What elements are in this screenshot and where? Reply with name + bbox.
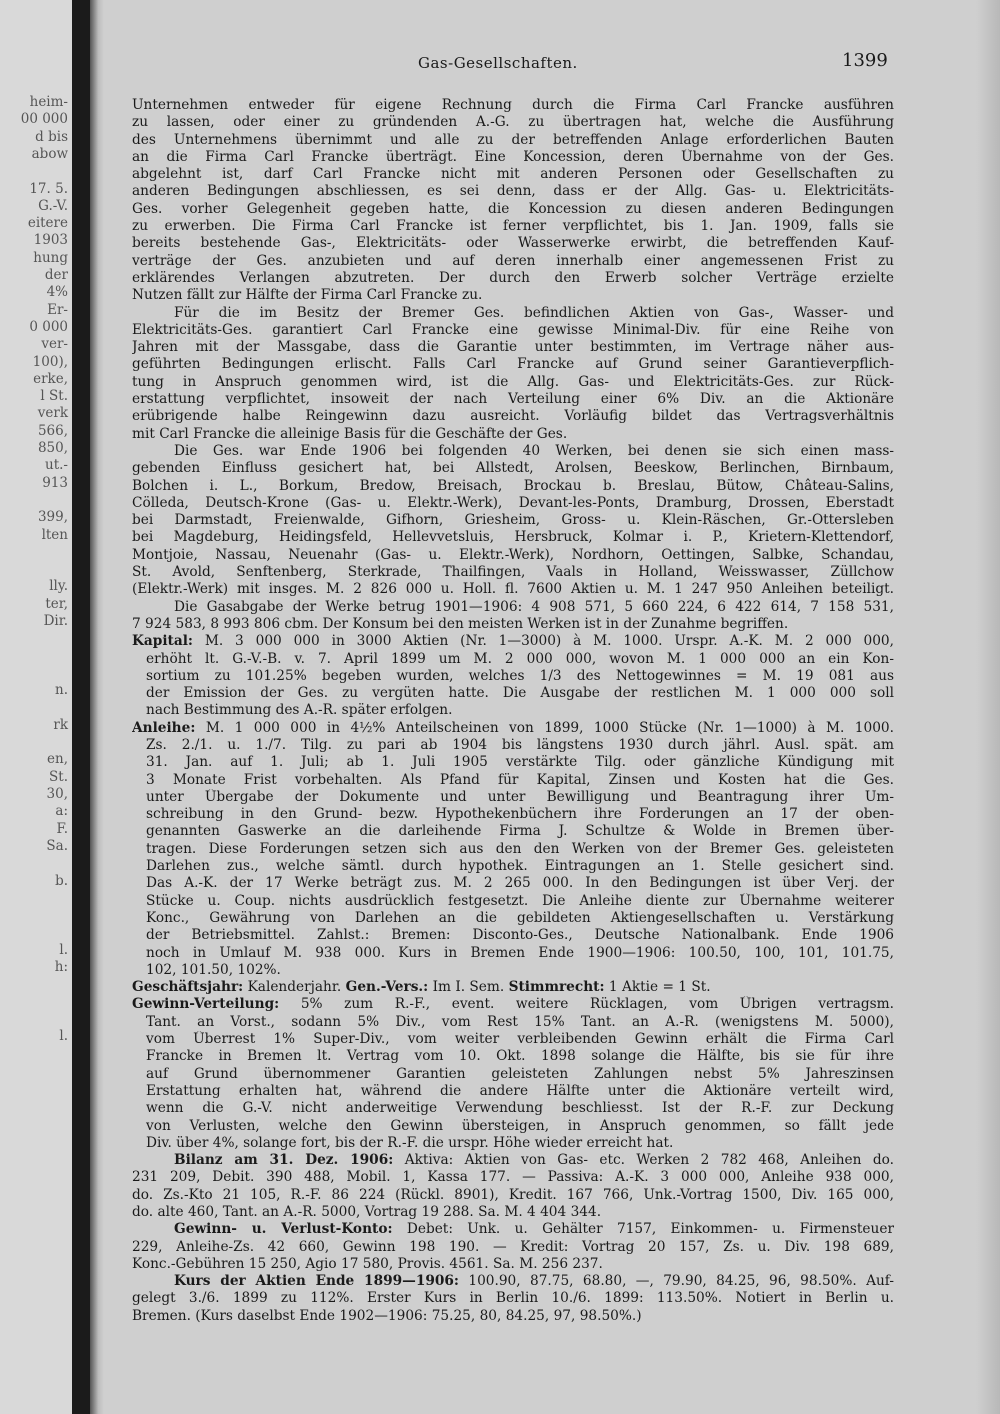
margin-fragment: Dir. bbox=[43, 613, 68, 629]
line-text: gelegt 3./6. 1899 zu 112%. Erster Kurs in Berlin 10./6. 1899: 113.50%. Notiert in Berlin u. bbox=[132, 1290, 894, 1307]
margin-fragment: h: bbox=[54, 959, 68, 975]
margin-fragment: 850, bbox=[37, 440, 68, 456]
margin-fragment: Er- bbox=[47, 301, 68, 318]
margin-fragment: 100), bbox=[32, 353, 68, 370]
text-line bbox=[132, 356, 894, 373]
margin-fragment: verk bbox=[37, 405, 68, 422]
text-line bbox=[132, 460, 894, 477]
line-text: Tant. an Vorst., sodann 5% Div., vom Rest 15% Tant. an A.-R. (wenigstens M. 5000), bbox=[146, 1013, 894, 1030]
margin-fragment: ut.- bbox=[45, 457, 68, 474]
text-line bbox=[132, 183, 894, 200]
line-text: (Elektr.-Werk) mit insges. M. 2 826 000 u. Holl. fl. 7600 Aktien u. M. 1 247 950 Anleihen beteiligt. bbox=[132, 581, 894, 598]
margin-fragment: hung bbox=[33, 249, 68, 266]
line-text: Das A.-K. der 17 Werke beträgt zus. M. 2 265 000. In den Bedingungen ist über Verj. der bbox=[146, 875, 894, 892]
spine-shadow bbox=[90, 0, 104, 1414]
line-text: do. alte 460, Tant. an A.-R. 5000, Vortrag 19 288. Sa. M. 4 404 344. bbox=[132, 1204, 602, 1220]
line-text: Die Ges. war Ende 1906 bei folgenden 40 Werken, bei denen sie sich einen mass- bbox=[174, 442, 894, 459]
text-line bbox=[132, 547, 894, 564]
line-text: Elektricitäts-Ges. garantiert Carl Francke eine gewisse Minimal-Div. für eine Reihe von bbox=[132, 321, 894, 338]
line-text: noch in Umlauf M. 938 000. Kurs in Bremen Ende 1900—1906: 100.50, 100, 101, 101.75, bbox=[146, 944, 894, 961]
text-line bbox=[132, 754, 894, 771]
line-text: bereits bestehende Gas-, Elektricitäts- oder Wasserwerke erwirbt, die betreffenden Kauf- bbox=[132, 235, 894, 252]
line-text: wenn die G.-V. nicht anderweitige Verwendung beschliesst. Ist der R.-F. zur Deckung bbox=[146, 1100, 894, 1117]
line-text: mit Carl Francke die alleinige Basis für die Geschäfte der Ges. bbox=[132, 425, 568, 442]
text-line bbox=[132, 581, 894, 598]
margin-fragment: b. bbox=[55, 872, 68, 889]
line-text: Unternehmen entweder für eigene Rechnung durch die Firma Carl Francke ausführen bbox=[132, 97, 894, 113]
margin-fragment: l. bbox=[59, 941, 68, 958]
line-text: Erstattung erhalten hat, während die andere Hälfte unter die Aktionäre verteilt wird, bbox=[146, 1082, 894, 1099]
text-line bbox=[132, 1290, 894, 1307]
text-line bbox=[132, 564, 894, 581]
text-line bbox=[132, 979, 894, 996]
line-text: Nutzen fällt zur Hälfte der Firma Carl Francke zu. bbox=[132, 287, 483, 304]
text-line bbox=[132, 1204, 894, 1221]
margin-fragment: n. bbox=[55, 682, 68, 699]
margin-fragment: heim- bbox=[29, 94, 68, 110]
text-line bbox=[132, 1221, 894, 1238]
margin-fragment: 1903 bbox=[33, 232, 68, 249]
margin-fragment: F. bbox=[56, 820, 68, 837]
margin-fragment: ter, bbox=[45, 595, 68, 612]
text-line bbox=[132, 737, 894, 754]
line-text: zu erwerben. Die Firma Carl Francke ist ferner verpflichtet, bis 1. Jan. 1909, falls sie bbox=[132, 218, 894, 235]
text-line bbox=[132, 166, 894, 183]
margin-fragment: lten bbox=[41, 526, 68, 543]
text-line bbox=[132, 945, 894, 962]
running-head: Gas-Gesellschaften. bbox=[418, 54, 578, 72]
text-line bbox=[132, 443, 894, 460]
line-text: tragen. Diese Forderungen setzen sich aus den den Werken von der Bremer Ges. geleisteten bbox=[146, 840, 894, 857]
text-line bbox=[132, 114, 894, 131]
line-text: 3 Monate Frist vorbehalten. Als Pfand für Kapital, Zinsen und Kosten hat die Ges. bbox=[146, 771, 894, 788]
line-text: auf Grund übernommener Garantien geleisteten Zahlungen nebst 5% Jahreszinsen bbox=[146, 1065, 894, 1082]
section-label: Gewinn- u. Verlust-Konto: bbox=[174, 1221, 393, 1238]
text-line bbox=[132, 1169, 894, 1186]
line-text: Jahren mit der Massgabe, dass die Garantie unter bestimmten, im Vertrage näher aus- bbox=[132, 339, 894, 356]
margin-fragment: Sa. bbox=[46, 837, 68, 854]
text-line bbox=[132, 1187, 894, 1204]
text-line bbox=[132, 529, 894, 546]
text-line bbox=[132, 910, 894, 927]
document-page bbox=[104, 0, 1000, 1414]
text-line bbox=[132, 1118, 894, 1135]
text-line bbox=[132, 927, 894, 944]
margin-fragment: 4% bbox=[46, 284, 68, 301]
text-line bbox=[132, 962, 894, 979]
text-line bbox=[132, 858, 894, 875]
section-label: Gen.-Vers.: bbox=[345, 979, 429, 996]
line-text: M. 1 000 000 in 4½% Anteilscheinen von 1899, 1000 Stücke (Nr. 1—1000) à M. 1000. bbox=[195, 719, 894, 736]
text-line bbox=[132, 201, 894, 218]
text-line bbox=[132, 287, 894, 304]
text-line bbox=[132, 1239, 894, 1256]
text-line bbox=[132, 616, 894, 633]
text-line bbox=[132, 408, 894, 425]
margin-fragment: ver- bbox=[41, 336, 68, 353]
text-line bbox=[132, 1152, 894, 1169]
margin-fragment: 30, bbox=[46, 786, 68, 802]
text-line bbox=[132, 426, 894, 443]
text-line bbox=[132, 132, 894, 149]
text-line bbox=[132, 1066, 894, 1083]
margin-fragment: G.-V. bbox=[38, 197, 68, 214]
section-label: Anleihe: bbox=[132, 719, 196, 736]
text-line bbox=[132, 270, 894, 287]
line-text: Kalenderjahr. bbox=[243, 979, 346, 996]
line-text: zu lassen, oder einer zu gründenden A.-G. zu übertragen hat, welche die Ausführung bbox=[132, 114, 894, 131]
margin-fragment: en, bbox=[47, 751, 68, 768]
text-line bbox=[132, 495, 894, 512]
line-text: 100.90, 87.75, 68.80, —, 79.90, 84.25, 96, 98.50%. Auf- bbox=[459, 1273, 894, 1290]
line-text: M. 3 000 000 in 3000 Aktien (Nr. 1—3000) à M. 1000. Urspr. A.-K. M. 2 000 000, bbox=[192, 633, 894, 650]
line-text: 5% zum R.-F., event. weitere Rücklagen, vom Übrigen vertragsm. bbox=[279, 996, 894, 1013]
page-header bbox=[104, 50, 1000, 74]
line-text: Montjoie, Nassau, Neuenahr (Gas- u. Elektr.-Werk), Nordhorn, Oettingen, Salbke, Schandau, bbox=[132, 546, 894, 563]
page-edge-shadow bbox=[976, 0, 1000, 1414]
margin-fragment: lly. bbox=[49, 578, 68, 595]
text-line bbox=[132, 253, 894, 270]
line-text: 31. Jan. auf 1. Juli; ab 1. Juli 1905 verstärkte Tilg. oder gänzliche Kündigung mit bbox=[146, 754, 894, 771]
line-text: verträge der Ges. anzubieten und auf deren innerhalb einer angemessenen Frist zu bbox=[132, 252, 894, 269]
line-text: tung in Anspruch genommen wird, ist die Allg. Gas- und Elektricitäts-Ges. zur Rück- bbox=[132, 373, 894, 390]
text-line bbox=[132, 599, 894, 616]
text-line bbox=[132, 1273, 894, 1290]
margin-fragment: 0 000 bbox=[29, 318, 68, 335]
line-text: vom Überrest 1% Super-Div., vom weiter verbleibenden Gewinn erhält die Firma Carl bbox=[146, 1031, 894, 1048]
text-line bbox=[132, 478, 894, 495]
text-line bbox=[132, 1048, 894, 1065]
line-text: Aktiva: Aktien von Gas- etc. Werken 2 782 468, Anleihen do. bbox=[393, 1152, 894, 1169]
line-text: St. Avold, Senftenberg, Sterkrade, Thailfingen, Vaals in Holland, Weisswasser, Züllchow bbox=[132, 564, 894, 581]
line-text: 102, 101.50, 102%. bbox=[146, 961, 281, 978]
line-text: an die Firma Carl Francke überträgt. Eine Koncession, deren Übernahme von der Ges. bbox=[132, 148, 894, 165]
text-line bbox=[132, 875, 894, 892]
line-text: Francke in Bremen lt. Vertrag vom 10. Okt. 1898 solange die Hälfte, bis sie für ihre bbox=[146, 1048, 894, 1065]
line-text: 1 Aktie = 1 St. bbox=[604, 979, 711, 996]
line-text: der Betriebsmittel. Zahlst.: Bremen: Disconto-Ges., Deutsche Nationalbank. Ende 1906 bbox=[146, 927, 894, 944]
body-text bbox=[132, 97, 894, 1325]
margin-fragment: 17. 5. bbox=[29, 180, 68, 197]
line-text: genannten Gaswerke an die darleihende Firma J. Schultze & Wolde in Bremen über- bbox=[146, 823, 894, 840]
line-text: erhöht lt. G.-V.-B. v. 7. April 1899 um M. 2 000 000, wovon M. 1 000 000 an ein Kon- bbox=[146, 650, 894, 667]
line-text: Zs. 2./1. u. 1./7. Tilg. zu pari ab 1904 bis längstens 1930 durch jährl. Ausl. spät. am bbox=[146, 736, 894, 753]
text-line bbox=[132, 702, 894, 719]
text-line bbox=[132, 218, 894, 235]
line-text: erstattung verpflichtet, insoweit der nach Verteilung einer 6% Div. an die Aktionäre bbox=[132, 391, 894, 408]
margin-fragment: 399, bbox=[37, 509, 68, 526]
text-line bbox=[132, 1256, 894, 1273]
margin-fragment: l St. bbox=[40, 388, 68, 405]
margin-fragment: d bis bbox=[35, 128, 68, 145]
section-label: Kapital: bbox=[132, 633, 193, 650]
text-line bbox=[132, 893, 894, 910]
text-line bbox=[132, 305, 894, 322]
line-text: bei Magdeburg, Heidingsfeld, Hellevvetsluis, Hersbruck, Kolmar i. P., Krietern-Klettendorf, bbox=[132, 529, 894, 546]
line-text: erklärendes Verlangen abzutreten. Der durch den Erwerb solcher Verträge erzielte bbox=[132, 269, 894, 286]
section-label: Stimmrecht: bbox=[508, 979, 605, 996]
margin-fragment: rk bbox=[53, 716, 68, 733]
margin-fragment: 913 bbox=[42, 474, 68, 491]
line-text: des Unternehmens übernimmt und alle zu der betreffenden Anlage erforderlichen Bauten bbox=[132, 131, 894, 148]
section-label: Kurs der Aktien Ende 1899—1906: bbox=[174, 1273, 459, 1290]
line-text: 7 924 583, 8 993 806 cbm. Der Konsum bei den meisten Werken ist in der Zunahme begriffen. bbox=[132, 615, 789, 632]
line-text: unter Übergabe der Dokumente und unter Bewilligung und Beantragung ihrer Um- bbox=[146, 788, 894, 805]
line-text: schreibung in den Grund- bezw. Hypothekenbüchern ihre Forderungen an 17 der oben- bbox=[146, 806, 894, 823]
text-line bbox=[132, 823, 894, 840]
text-line bbox=[132, 772, 894, 789]
text-line bbox=[132, 841, 894, 858]
line-text: nach Bestimmung des A.-R. später erfolgen. bbox=[146, 702, 453, 719]
text-line bbox=[132, 1135, 894, 1152]
text-line bbox=[132, 322, 894, 339]
line-text: Im I. Sem. bbox=[428, 979, 509, 996]
section-label: Bilanz am 31. Dez. 1906: bbox=[174, 1152, 394, 1169]
line-text: Darlehen zus., welche sämtl. durch hypothek. Eintragungen an 1. Stelle gesichert sind. bbox=[146, 858, 894, 875]
text-line bbox=[132, 391, 894, 408]
line-text: Debet: Unk. u. Gehälter 7157, Einkommen- u. Firmensteuer bbox=[392, 1221, 894, 1238]
previous-page-margin bbox=[0, 0, 72, 1414]
text-line bbox=[132, 1031, 894, 1048]
line-text: der Emission der Ges. zu vergüten hatte. Die Ausgabe der restlichen M. 1 000 000 soll bbox=[146, 685, 894, 702]
line-text: Konc.-Gebühren 15 250, Agio 17 580, Provis. 4561. Sa. M. 256 237. bbox=[132, 1255, 603, 1272]
text-line bbox=[132, 512, 894, 529]
margin-fragment: abow bbox=[31, 145, 68, 162]
margin-fragment: erke, bbox=[33, 370, 68, 387]
line-text: von Verlusten, welche den Gewinn übersteigen, in Anspruch genommen, so fällt jede bbox=[146, 1117, 894, 1134]
text-line bbox=[132, 1014, 894, 1031]
line-text: abgelehnt ist, darf Carl Francke nicht mit anderen Personen oder Gesellschaften zu bbox=[132, 166, 894, 183]
margin-fragment: 00 000 bbox=[20, 111, 68, 128]
line-text: geführten Bedingungen erlischt. Falls Carl Francke auf Grund seiner Garantieverpflich- bbox=[132, 356, 894, 373]
margin-fragment: 566, bbox=[37, 422, 68, 439]
line-text: anderen Bedingungen abschliessen, es sei denn, dass er der Allg. Gas- u. Elektricitäts- bbox=[132, 183, 894, 200]
text-line bbox=[132, 1308, 894, 1325]
text-line bbox=[132, 339, 894, 356]
line-text: Stücke u. Coup. nichts ausdrücklich festgesetzt. Die Anleihe diente zur Übernahme weiterer bbox=[146, 892, 894, 909]
line-text: do. Zs.-Kto 21 105, R.-F. 86 224 (Rückl. 8901), Kredit. 167 766, Unk.-Vortrag 1500, Div. 165 000, bbox=[132, 1186, 894, 1203]
line-text: Konc., Gewährung von Darlehen an die gebildeten Aktiengesellschaften u. Verstärkung bbox=[146, 909, 894, 926]
line-text: sortium zu 101.25% begeben wurden, welches 1/3 des Nettogewinnes = M. 19 081 aus bbox=[146, 667, 894, 684]
line-text: Bremen. (Kurs daselbst Ende 1902—1906: 75.25, 80, 84.25, 97, 98.50%.) bbox=[132, 1307, 642, 1324]
text-line bbox=[132, 1083, 894, 1100]
text-line bbox=[132, 720, 894, 737]
line-text: Div. über 4%, solange fort, bis der R.-F. die urspr. Höhe wieder erreicht hat. bbox=[146, 1134, 674, 1151]
text-line bbox=[132, 633, 894, 650]
line-text: erübrigende halbe Reingewinn dazu ausreicht. Vorläufig bildet das Vertragsverhältnis bbox=[132, 408, 894, 425]
line-text: Bolchen i. L., Borkum, Bredow, Breisach, Brockau b. Breslau, Bütow, Château-Salins, bbox=[132, 477, 894, 494]
text-line bbox=[132, 1100, 894, 1117]
margin-fragment: a: bbox=[55, 803, 68, 820]
text-line bbox=[132, 149, 894, 166]
text-line bbox=[132, 806, 894, 823]
book-spine bbox=[72, 0, 90, 1414]
section-label: Gewinn-Verteilung: bbox=[132, 996, 280, 1013]
text-line bbox=[132, 235, 894, 252]
margin-fragment: St. bbox=[49, 768, 68, 785]
text-line bbox=[132, 789, 894, 806]
margin-fragment: l. bbox=[59, 1028, 68, 1045]
line-text: Für die im Besitz der Bremer Ges. befindlichen Aktien von Gas-, Wasser- und bbox=[174, 304, 894, 321]
section-label: Geschäftsjahr: bbox=[132, 979, 244, 996]
page-number: 1399 bbox=[842, 50, 888, 71]
margin-fragment: der bbox=[44, 267, 68, 283]
line-text: bei Darmstadt, Freienwalde, Gifhorn, Griesheim, Gross- u. Klein-Räschen, Gr.-Ottersleben bbox=[132, 512, 894, 529]
line-text: 231 209, Debit. 390 488, Mobil. 1, Kassa 177. — Passiva: A.-K. 3 000 000, Anleihe 938 000, bbox=[132, 1169, 894, 1186]
text-line bbox=[132, 996, 894, 1013]
line-text: 229, Anleihe-Zs. 42 660, Gewinn 198 190. — Kredit: Vortrag 20 157, Zs. u. Div. 198 689, bbox=[132, 1238, 894, 1255]
margin-fragment: eitere bbox=[27, 215, 68, 232]
line-text: Die Gasabgabe der Werke betrug 1901—1906: 4 908 571, 5 660 224, 6 422 614, 7 158 531, bbox=[174, 598, 894, 615]
text-line bbox=[132, 374, 894, 391]
text-line bbox=[132, 651, 894, 668]
line-text: Ges. vorher Gelegenheit gegeben hatte, die Koncession zu diesen anderen Bedingungen bbox=[132, 200, 894, 217]
text-line bbox=[132, 685, 894, 702]
text-line bbox=[132, 668, 894, 685]
line-text: Cölleda, Deutsch-Krone (Gas- u. Elektr.-Werk), Devant-les-Ponts, Dramburg, Drossen, Eberstadt bbox=[132, 494, 894, 511]
line-text: gebenden Einfluss gesichert hat, bei Allstedt, Arolsen, Beeskow, Berlinchen, Birnbaum, bbox=[132, 460, 894, 477]
text-line bbox=[132, 97, 894, 114]
